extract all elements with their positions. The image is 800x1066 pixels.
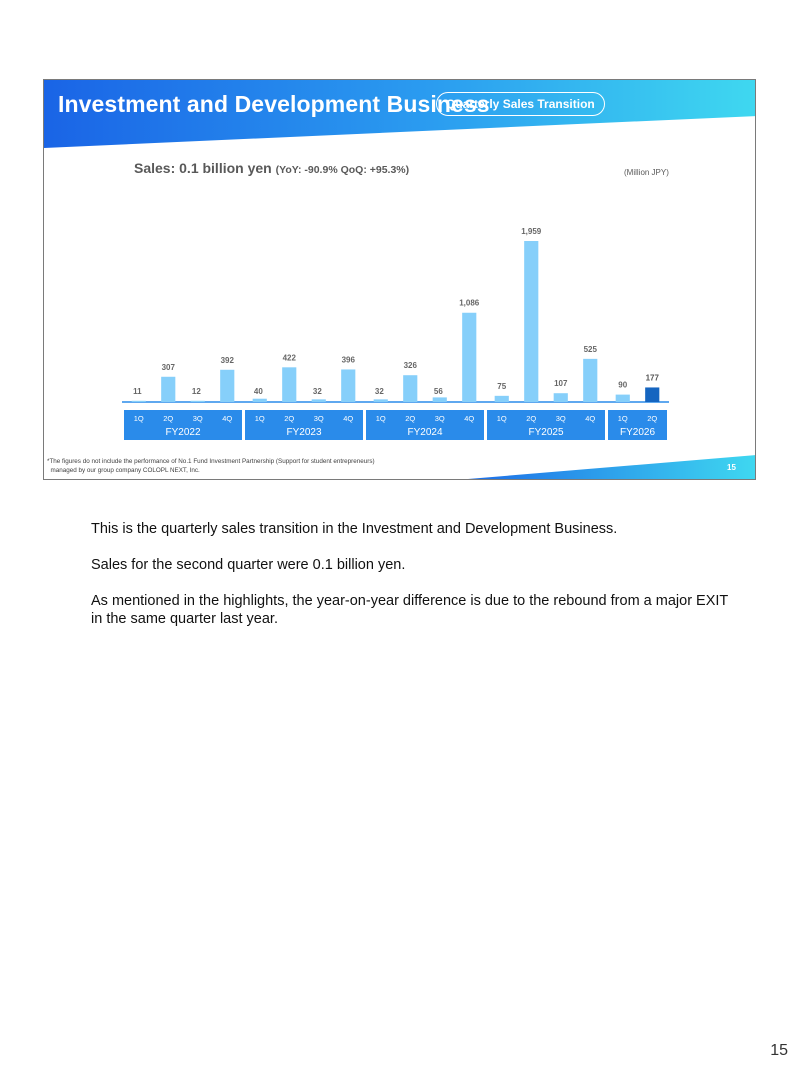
quarter-tick-label: 3Q bbox=[434, 414, 445, 423]
slide-title: Investment and Development Business bbox=[58, 91, 490, 117]
quarter-tick-label: 2Q bbox=[163, 414, 174, 423]
quarter-tick-label: 2Q bbox=[405, 414, 416, 423]
quarter-tick-label: 2Q bbox=[526, 414, 537, 423]
slide-pill-label: Quarterly Sales Transition bbox=[436, 92, 605, 116]
bar-value-label: 177 bbox=[645, 373, 659, 383]
notes-paragraph-3: As mentioned in the highlights, the year-on-year difference is due to the rebound from a major EXIT in the same quarter last year. bbox=[91, 593, 729, 627]
bar-value-label: 32 bbox=[374, 387, 384, 396]
bar-value-label: 32 bbox=[312, 387, 322, 396]
subtitle-yoy: (YoY: -90.9% QoQ: +95.3%) bbox=[275, 164, 410, 176]
footnote-line-1: *The figures do not include the performance of No.1 Fund Investment Partnership (Support for student entrepreneurs) bbox=[47, 458, 375, 465]
bar-value-label: 422 bbox=[282, 353, 296, 363]
page-number: 15 bbox=[770, 1042, 788, 1059]
fiscal-year-label: FY2023 bbox=[286, 427, 322, 438]
bar-value-label: 525 bbox=[583, 344, 597, 354]
quarter-tick-label: 3Q bbox=[555, 414, 566, 423]
bar-value-label: 1,086 bbox=[459, 298, 480, 308]
bar-value-label: 11 bbox=[133, 387, 142, 396]
footnote bbox=[47, 458, 375, 475]
quarter-tick-label: 3Q bbox=[313, 414, 324, 423]
quarter-tick-label: 2Q bbox=[284, 414, 295, 423]
bar-value-label: 107 bbox=[554, 379, 568, 389]
notes-paragraph-2: Sales for the second quarter were 0.1 billion yen. bbox=[91, 557, 406, 573]
bar-value-label: 1,959 bbox=[521, 227, 542, 236]
bar-value-label: 56 bbox=[433, 387, 443, 396]
slide bbox=[43, 79, 756, 480]
quarter-tick-label: 4Q bbox=[222, 414, 233, 423]
fiscal-year-label: FY2025 bbox=[528, 427, 564, 438]
bar-value-label: 40 bbox=[253, 387, 263, 396]
bar-value-label: 392 bbox=[220, 355, 234, 365]
quarter-tick-label: 1Q bbox=[375, 414, 386, 423]
quarter-tick-label: 4Q bbox=[464, 414, 475, 423]
subtitle-main: Sales: 0.1 billion yen bbox=[134, 160, 276, 176]
fiscal-year-label: FY2022 bbox=[165, 427, 201, 438]
quarter-tick-label: 1Q bbox=[254, 414, 265, 423]
quarter-tick-label: 1Q bbox=[133, 414, 144, 423]
quarter-tick-label: 2Q bbox=[647, 414, 658, 423]
footer-wedge bbox=[44, 80, 756, 480]
quarter-tick-label: 1Q bbox=[496, 414, 507, 423]
notes-paragraph-1: This is the quarterly sales transition in the Investment and Development Business. bbox=[91, 521, 618, 537]
quarter-tick-label: 4Q bbox=[343, 414, 354, 423]
fiscal-year-label: FY2024 bbox=[407, 427, 443, 438]
speaker-notes bbox=[91, 520, 731, 646]
fiscal-year-label: FY2026 bbox=[619, 427, 656, 438]
slide-number: 15 bbox=[727, 463, 736, 472]
bar-value-label: 396 bbox=[341, 355, 355, 365]
bar-value-label: 12 bbox=[191, 387, 201, 396]
unit-label: (Million JPY) bbox=[624, 168, 669, 177]
quarter-tick-label: 4Q bbox=[585, 414, 596, 423]
bar-value-label: 307 bbox=[161, 362, 175, 372]
bar-value-label: 75 bbox=[497, 381, 507, 391]
bar-value-label: 90 bbox=[618, 380, 628, 390]
footnote-line-2: managed by our group company COLOPL NEXT, Inc. bbox=[47, 466, 200, 474]
quarter-tick-label: 1Q bbox=[617, 414, 628, 423]
bar-value-label: 326 bbox=[403, 361, 417, 371]
quarter-tick-label: 3Q bbox=[192, 414, 203, 423]
